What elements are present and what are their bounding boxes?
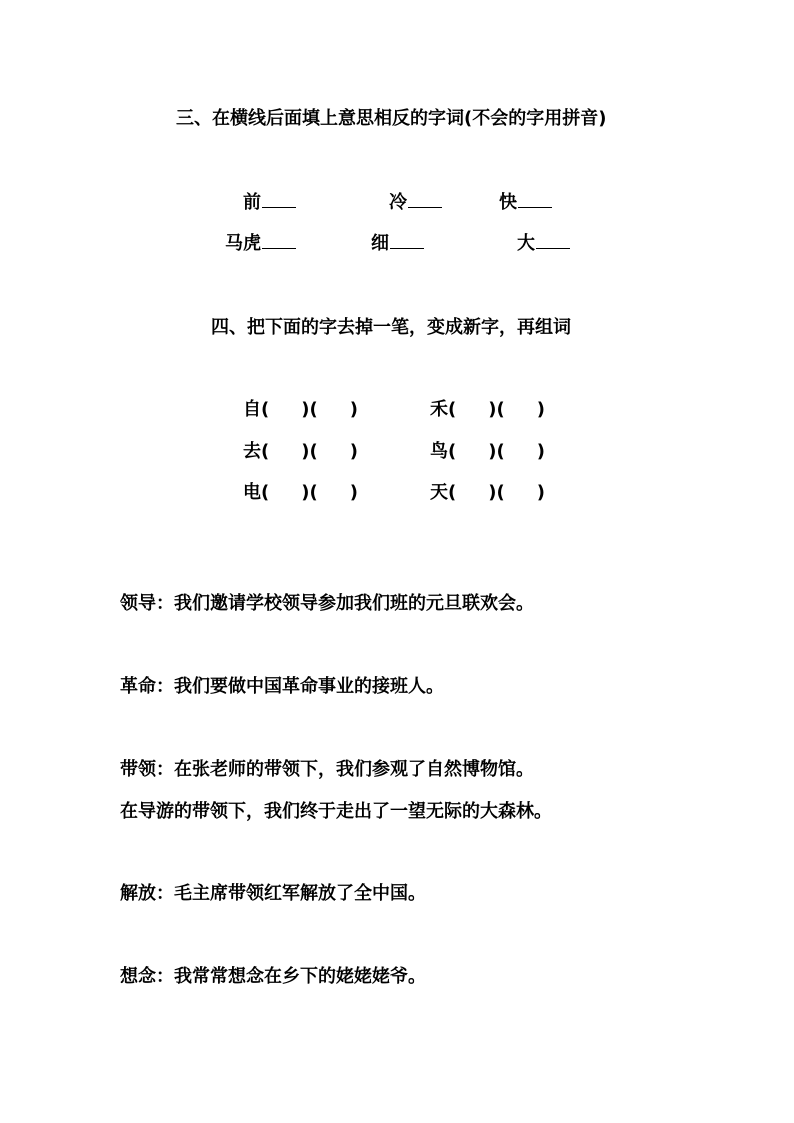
open-paren: (: [448, 399, 457, 420]
stroke-item-1: [243, 398, 358, 422]
open-paren: (: [261, 441, 270, 462]
antonym-word: 冷: [389, 192, 407, 213]
answer-blank[interactable]: [518, 191, 552, 208]
open-paren: (: [448, 441, 457, 462]
open-paren: (: [496, 441, 505, 462]
stroke-char: 电: [243, 482, 261, 503]
stroke-char: 去: [243, 441, 261, 462]
sentence-xiangnian: 想念：我常常想念在乡下的姥姥姥爷。: [120, 966, 426, 987]
open-paren: (: [496, 482, 505, 503]
open-paren: (: [448, 482, 457, 503]
antonym-item-6: [517, 232, 570, 256]
close-paren: ): [536, 482, 545, 503]
stroke-item-2: [430, 398, 545, 422]
antonym-item-4: [225, 232, 296, 256]
stroke-item-4: [430, 440, 545, 464]
sentence-dailing-2: 在导游的带领下，我们终于走出了一望无际的大森林。: [120, 801, 552, 822]
stroke-item-6: [430, 481, 545, 505]
antonym-item-5: [371, 232, 424, 256]
answer-blank[interactable]: [536, 232, 570, 249]
antonym-word: 快: [499, 192, 517, 213]
antonym-word: 细: [371, 233, 389, 254]
stroke-char: 自: [243, 399, 261, 420]
antonym-item-3: [499, 191, 552, 215]
close-paren: ): [301, 399, 310, 420]
answer-blank[interactable]: [262, 232, 296, 249]
open-paren: (: [261, 482, 270, 503]
answer-blank[interactable]: [390, 232, 424, 249]
antonym-item-2: [389, 191, 442, 215]
section4-title: 四、把下面的字去掉一笔，变成新字，再组词: [211, 317, 571, 338]
section3-title: 三、在横线后面填上意思相反的字词(不会的字用拼音): [176, 108, 607, 129]
stroke-item-5: [243, 481, 358, 505]
sentence-geming: 革命：我们要做中国革命事业的接班人。: [120, 676, 444, 697]
sentence-jiefang: 解放：毛主席带领红军解放了全中国。: [120, 883, 426, 904]
sentence-dailing-1: 带领：在张老师的带领下，我们参观了自然博物馆。: [120, 759, 534, 780]
answer-blank[interactable]: [408, 191, 442, 208]
antonym-word: 前: [243, 192, 261, 213]
open-paren: (: [309, 441, 318, 462]
stroke-char: 天: [430, 482, 448, 503]
sentence-lingdao: 领导：我们邀请学校领导参加我们班的元旦联欢会。: [120, 593, 534, 614]
close-paren: ): [301, 441, 310, 462]
open-paren: (: [309, 399, 318, 420]
stroke-char: 禾: [430, 399, 448, 420]
close-paren: ): [349, 441, 358, 462]
close-paren: ): [536, 441, 545, 462]
antonym-item-1: [243, 191, 296, 215]
stroke-item-3: [243, 440, 358, 464]
open-paren: (: [309, 482, 318, 503]
close-paren: ): [349, 399, 358, 420]
stroke-char: 鸟: [430, 441, 448, 462]
close-paren: ): [488, 441, 497, 462]
close-paren: ): [488, 482, 497, 503]
close-paren: ): [536, 399, 545, 420]
answer-blank[interactable]: [262, 191, 296, 208]
close-paren: ): [349, 482, 358, 503]
close-paren: ): [301, 482, 310, 503]
antonym-word: 马虎: [225, 233, 261, 254]
antonym-word: 大: [517, 233, 535, 254]
open-paren: (: [261, 399, 270, 420]
close-paren: ): [488, 399, 497, 420]
open-paren: (: [496, 399, 505, 420]
